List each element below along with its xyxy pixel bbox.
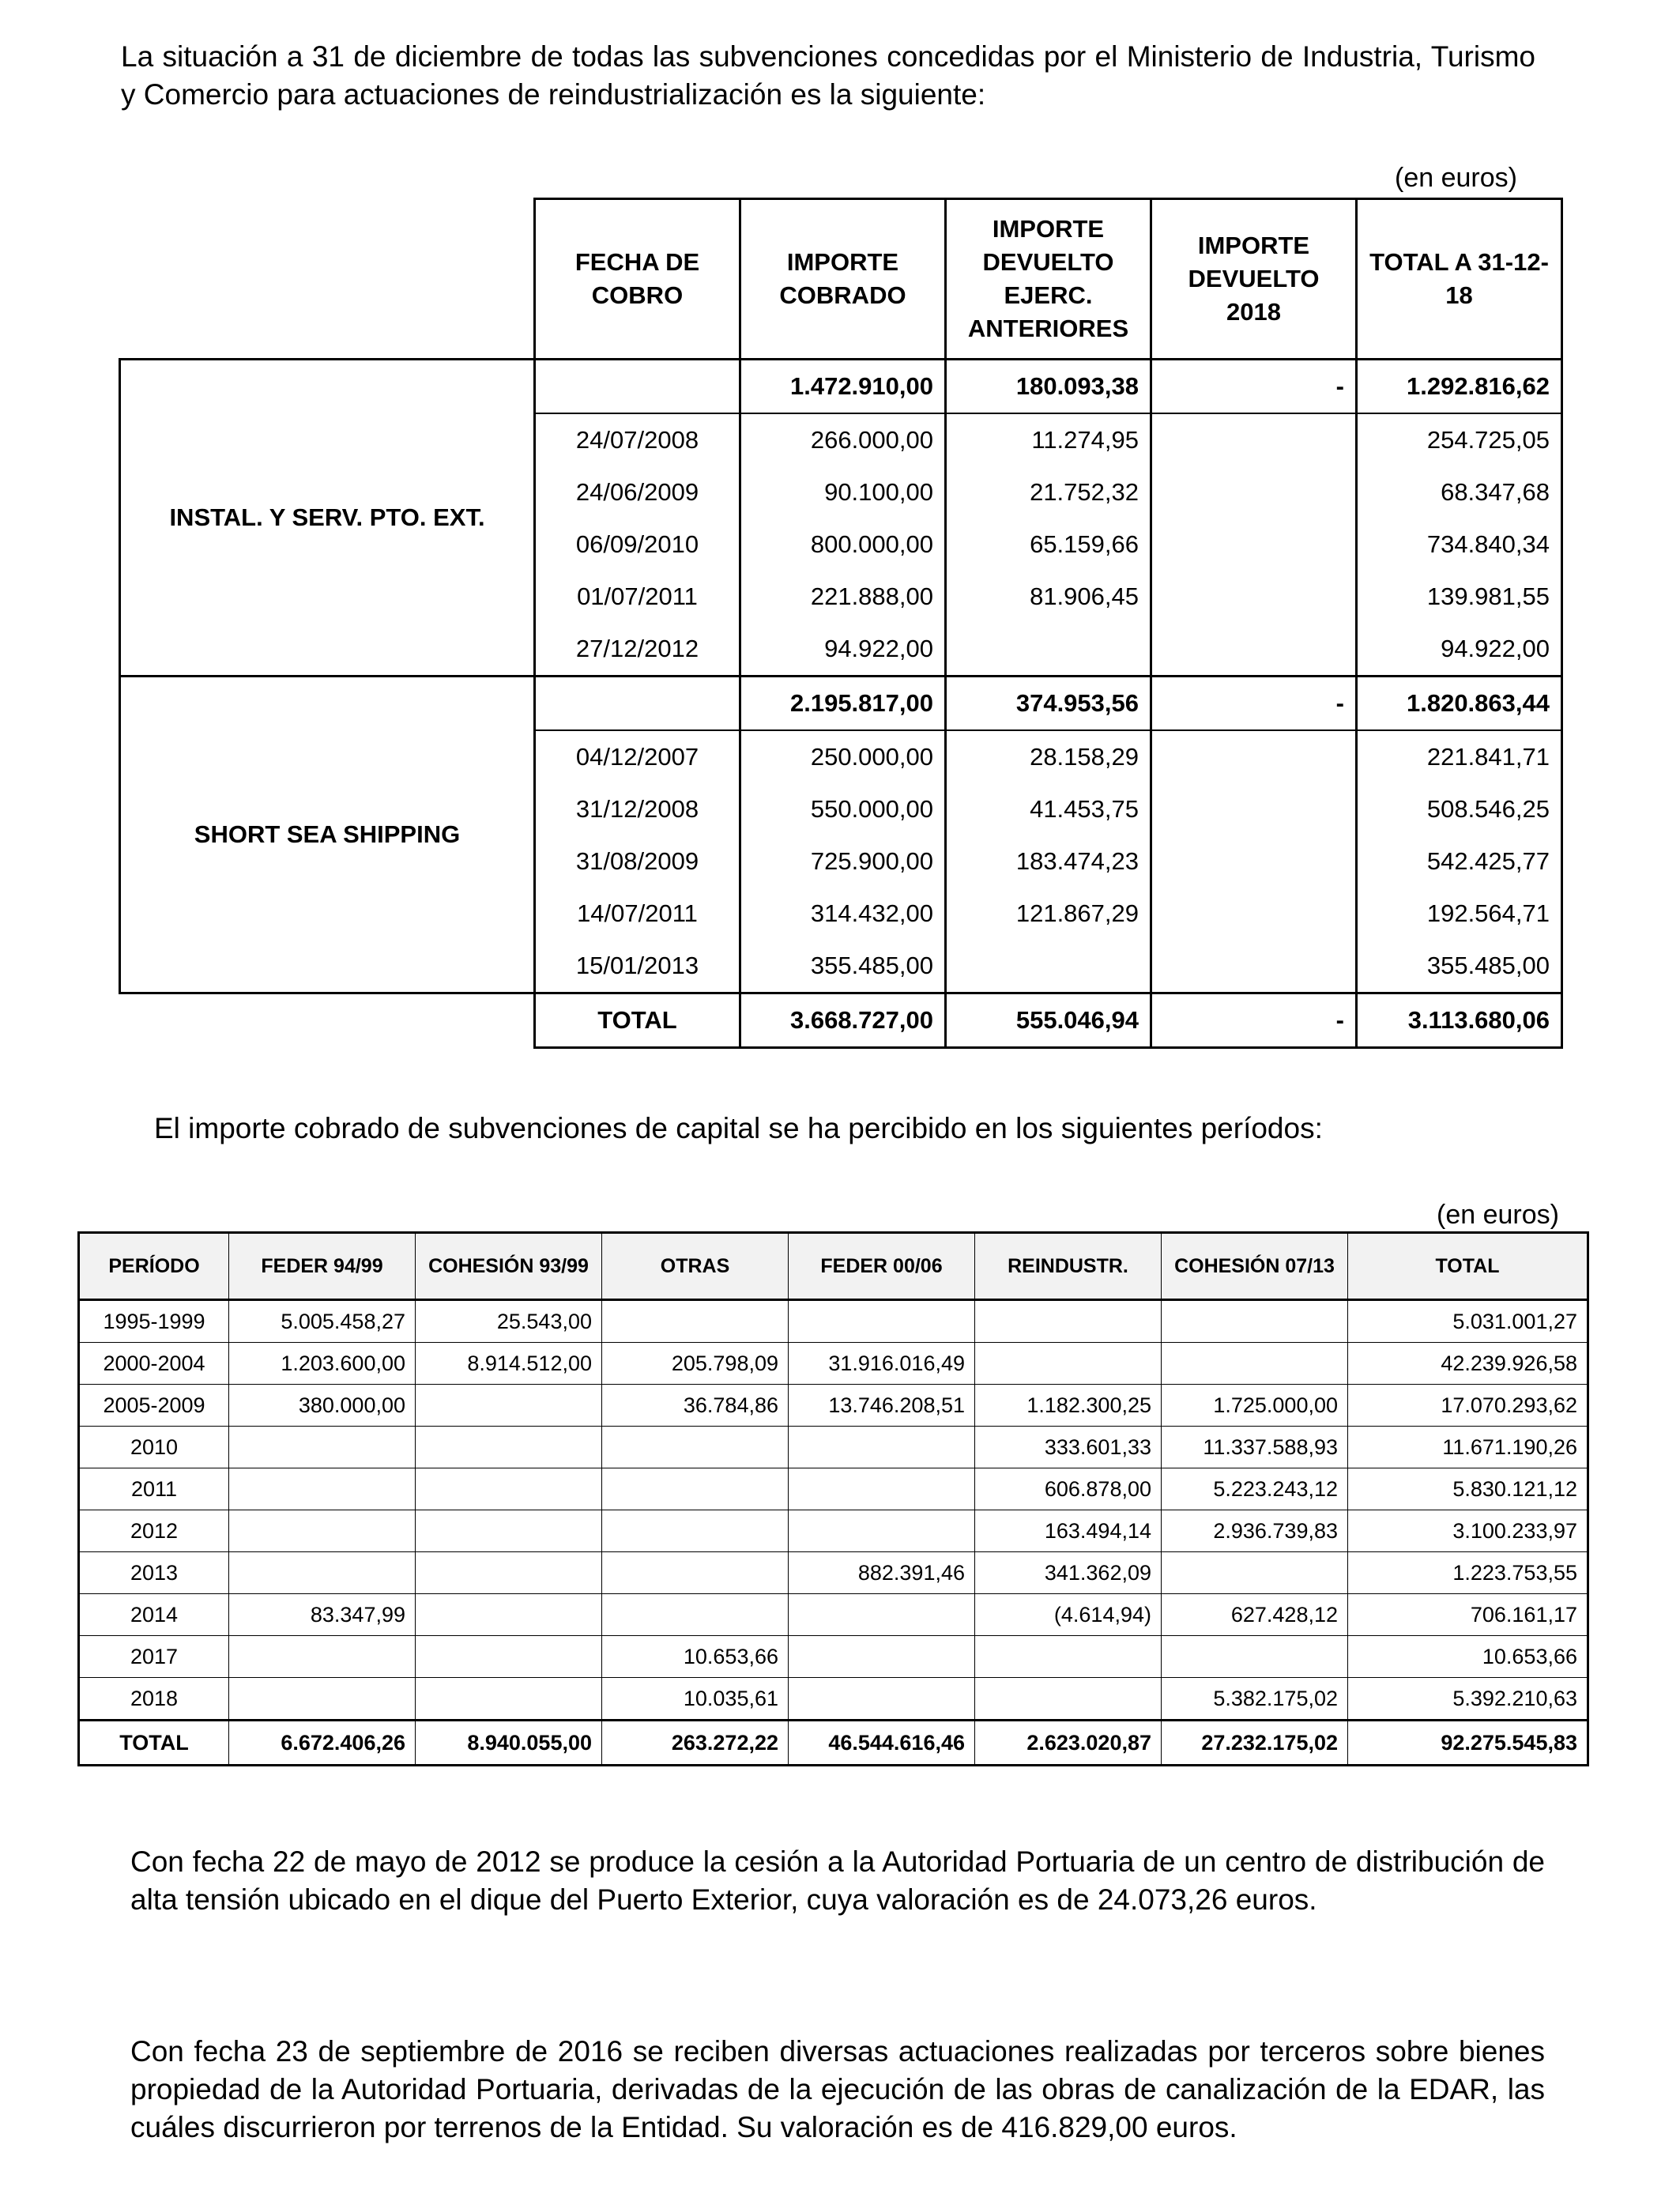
cell xyxy=(229,1510,416,1552)
cell: 606.878,00 xyxy=(975,1468,1162,1510)
cell: 1.472.910,00 xyxy=(740,360,946,414)
table1-header-row xyxy=(120,199,1562,360)
cell: (4.614,94) xyxy=(975,1594,1162,1636)
cell: - xyxy=(1151,677,1357,731)
total-row xyxy=(79,1721,1588,1766)
periods-paragraph: El importe cobrado de subvenciones de capital se ha percibido en los siguientes períodos: xyxy=(154,1112,1323,1144)
cell: 882.391,46 xyxy=(789,1552,975,1594)
cell xyxy=(975,1636,1162,1678)
cell xyxy=(1151,940,1357,993)
period-cell: TOTAL xyxy=(79,1721,229,1766)
table1-body xyxy=(120,360,1562,1048)
cell: 314.432,00 xyxy=(740,888,946,940)
cell: 27/12/2012 xyxy=(535,623,740,677)
period-cell: 2018 xyxy=(79,1678,229,1721)
cell: 221.841,71 xyxy=(1357,730,1562,783)
header-cell: COHESIÓN 93/99 xyxy=(416,1233,602,1300)
period-cell: 2012 xyxy=(79,1510,229,1552)
intro-paragraph: La situación a 31 de diciembre de todas las subvenciones concedidas por el Ministerio de Industria, Turismo y Comercio para actuaciones de reindustrialización es la siguiente: xyxy=(121,40,1535,111)
table-row xyxy=(79,1300,1588,1343)
cell: 31/08/2009 xyxy=(535,835,740,888)
header-importe-cobrado: IMPORTE COBRADO xyxy=(740,199,946,360)
cell xyxy=(946,623,1151,677)
cell: 706.161,17 xyxy=(1348,1594,1588,1636)
cell xyxy=(416,1552,602,1594)
edar-paragraph: Con fecha 23 de septiembre de 2016 se reciben diversas actuaciones realizadas por terceros sobre bienes propiedad de la Autoridad Portuaria, derivadas de la ejecución de las obras de canalización de la EDAR, las cuáles discurrieron por terrenos de la Entidad. Su valoración es de 416.829,00 euros. xyxy=(130,2035,1545,2143)
cell xyxy=(1151,730,1357,783)
cell xyxy=(1151,413,1357,466)
cell xyxy=(535,360,740,414)
cell xyxy=(789,1300,975,1343)
cell: 11.337.588,93 xyxy=(1162,1427,1348,1468)
cell xyxy=(229,1552,416,1594)
table-row xyxy=(79,1343,1588,1385)
cell: 8.940.055,00 xyxy=(416,1721,602,1766)
cell: 41.453,75 xyxy=(946,783,1151,835)
header-cell: TOTAL xyxy=(1348,1233,1588,1300)
cell xyxy=(416,1594,602,1636)
cell: 1.725.000,00 xyxy=(1162,1385,1348,1427)
total-cell: - xyxy=(1151,993,1357,1048)
cell xyxy=(602,1552,789,1594)
period-cell: 2013 xyxy=(79,1552,229,1594)
cell xyxy=(975,1300,1162,1343)
period-cell: 2017 xyxy=(79,1636,229,1678)
cell: 121.867,29 xyxy=(946,888,1151,940)
table1-corner xyxy=(120,199,535,360)
header-total: TOTAL A 31-12-18 xyxy=(1357,199,1562,360)
header-fecha-cobro: FECHA DE COBRO xyxy=(535,199,740,360)
cell: 5.830.121,12 xyxy=(1348,1468,1588,1510)
cell: 163.494,14 xyxy=(975,1510,1162,1552)
total-cell: 3.668.727,00 xyxy=(740,993,946,1048)
cell: 11.671.190,26 xyxy=(1348,1427,1588,1468)
cell: 01/07/2011 xyxy=(535,571,740,623)
cell: 17.070.293,62 xyxy=(1348,1385,1588,1427)
cell xyxy=(1151,571,1357,623)
cell: 10.653,66 xyxy=(1348,1636,1588,1678)
period-cell: 2005-2009 xyxy=(79,1385,229,1427)
cell: 42.239.926,58 xyxy=(1348,1343,1588,1385)
cell: 1.820.863,44 xyxy=(1357,677,1562,731)
table-row xyxy=(79,1427,1588,1468)
cell: 380.000,00 xyxy=(229,1385,416,1427)
cell: 15/01/2013 xyxy=(535,940,740,993)
cell: 355.485,00 xyxy=(740,940,946,993)
group-subtotal-row xyxy=(120,677,1562,731)
cell: 508.546,25 xyxy=(1357,783,1562,835)
cell: 725.900,00 xyxy=(740,835,946,888)
cell xyxy=(416,1510,602,1552)
table-row xyxy=(79,1552,1588,1594)
cell: 2.195.817,00 xyxy=(740,677,946,731)
cell: 221.888,00 xyxy=(740,571,946,623)
cell xyxy=(602,1468,789,1510)
cell: 04/12/2007 xyxy=(535,730,740,783)
cell: 341.362,09 xyxy=(975,1552,1162,1594)
cell: 6.672.406,26 xyxy=(229,1721,416,1766)
table-row xyxy=(79,1468,1588,1510)
cell xyxy=(975,1678,1162,1721)
table-row xyxy=(79,1510,1588,1552)
cell: 2.623.020,87 xyxy=(975,1721,1162,1766)
cell xyxy=(946,940,1151,993)
cell: 36.784,86 xyxy=(602,1385,789,1427)
cell xyxy=(229,1678,416,1721)
total-cell: 3.113.680,06 xyxy=(1357,993,1562,1048)
cell: 192.564,71 xyxy=(1357,888,1562,940)
cell: 542.425,77 xyxy=(1357,835,1562,888)
cell: 250.000,00 xyxy=(740,730,946,783)
cell: 1.203.600,00 xyxy=(229,1343,416,1385)
cell: 627.428,12 xyxy=(1162,1594,1348,1636)
cell xyxy=(1151,888,1357,940)
group-label: SHORT SEA SHIPPING xyxy=(120,677,535,993)
cell xyxy=(416,1427,602,1468)
cell xyxy=(789,1510,975,1552)
cell xyxy=(229,1427,416,1468)
cell: 10.653,66 xyxy=(602,1636,789,1678)
cell: 68.347,68 xyxy=(1357,466,1562,518)
cell: 3.100.233,97 xyxy=(1348,1510,1588,1552)
cell: 800.000,00 xyxy=(740,518,946,571)
header-cell: PERÍODO xyxy=(79,1233,229,1300)
table2-body xyxy=(79,1300,1588,1766)
table2-unit-note: (en euros) xyxy=(1437,1200,1559,1230)
period-cell: 2010 xyxy=(79,1427,229,1468)
table1-unit-note: (en euros) xyxy=(1395,163,1517,193)
group-label: INSTAL. Y SERV. PTO. EXT. xyxy=(120,360,535,677)
cession-paragraph: Con fecha 22 de mayo de 2012 se produce la cesión a la Autoridad Portuaria de un centro de distribución de alta tensión ubicado en el dique del Puerto Exterior, cuya valoración es de 24.073,26 euros. xyxy=(130,1845,1545,1916)
cell: 83.347,99 xyxy=(229,1594,416,1636)
cell: 2.936.739,83 xyxy=(1162,1510,1348,1552)
cell: 333.601,33 xyxy=(975,1427,1162,1468)
cell: 1.292.816,62 xyxy=(1357,360,1562,414)
table2-header-row xyxy=(79,1233,1588,1300)
period-cell: 1995-1999 xyxy=(79,1300,229,1343)
cell: 21.752,32 xyxy=(946,466,1151,518)
cell: 31.916.016,49 xyxy=(789,1343,975,1385)
table-row xyxy=(79,1594,1588,1636)
cell xyxy=(535,677,740,731)
cell xyxy=(602,1300,789,1343)
cell: 94.922,00 xyxy=(1357,623,1562,677)
cell xyxy=(1151,623,1357,677)
cell xyxy=(602,1510,789,1552)
cell: 46.544.616,46 xyxy=(789,1721,975,1766)
cell: 1.223.753,55 xyxy=(1348,1552,1588,1594)
cell: 183.474,23 xyxy=(946,835,1151,888)
cell: 5.031.001,27 xyxy=(1348,1300,1588,1343)
cell xyxy=(789,1594,975,1636)
cell: 254.725,05 xyxy=(1357,413,1562,466)
capital-subsidies-table xyxy=(77,1231,1589,1766)
cell: 24/06/2009 xyxy=(535,466,740,518)
cell: 14/07/2011 xyxy=(535,888,740,940)
cell xyxy=(1151,783,1357,835)
cell: 28.158,29 xyxy=(946,730,1151,783)
cell: 10.035,61 xyxy=(602,1678,789,1721)
cell xyxy=(416,1636,602,1678)
cell: 94.922,00 xyxy=(740,623,946,677)
cell xyxy=(416,1678,602,1721)
cell xyxy=(229,1468,416,1510)
header-cell: FEDER 94/99 xyxy=(229,1233,416,1300)
cell xyxy=(1162,1552,1348,1594)
cell: 355.485,00 xyxy=(1357,940,1562,993)
table-row xyxy=(79,1678,1588,1721)
period-cell: 2000-2004 xyxy=(79,1343,229,1385)
header-importe-devuelto-2018: IMPORTE DEVUELTO 2018 xyxy=(1151,199,1357,360)
cell xyxy=(1162,1300,1348,1343)
cell: 11.274,95 xyxy=(946,413,1151,466)
table-row xyxy=(79,1636,1588,1678)
cell xyxy=(1151,518,1357,571)
cell: 5.392.210,63 xyxy=(1348,1678,1588,1721)
cell: 90.100,00 xyxy=(740,466,946,518)
cell: 13.746.208,51 xyxy=(789,1385,975,1427)
cell: 65.159,66 xyxy=(946,518,1151,571)
cell: 06/09/2010 xyxy=(535,518,740,571)
cell xyxy=(416,1468,602,1510)
cell: 92.275.545,83 xyxy=(1348,1721,1588,1766)
cell: 81.906,45 xyxy=(946,571,1151,623)
cell: - xyxy=(1151,360,1357,414)
cell: 266.000,00 xyxy=(740,413,946,466)
total-cell: 555.046,94 xyxy=(946,993,1151,1048)
cell: 139.981,55 xyxy=(1357,571,1562,623)
total-label: TOTAL xyxy=(535,993,740,1048)
period-cell: 2011 xyxy=(79,1468,229,1510)
cell xyxy=(1151,835,1357,888)
cell: 8.914.512,00 xyxy=(416,1343,602,1385)
total-row-blank xyxy=(120,993,535,1048)
cell xyxy=(602,1427,789,1468)
header-cell: REINDUSTR. xyxy=(975,1233,1162,1300)
cell: 25.543,00 xyxy=(416,1300,602,1343)
cell: 550.000,00 xyxy=(740,783,946,835)
cell: 263.272,22 xyxy=(602,1721,789,1766)
cell: 27.232.175,02 xyxy=(1162,1721,1348,1766)
cell xyxy=(789,1468,975,1510)
cell: 374.953,56 xyxy=(946,677,1151,731)
header-cell: FEDER 00/06 xyxy=(789,1233,975,1300)
cell xyxy=(229,1636,416,1678)
cell: 31/12/2008 xyxy=(535,783,740,835)
cell: 734.840,34 xyxy=(1357,518,1562,571)
cell xyxy=(789,1427,975,1468)
cell xyxy=(1151,466,1357,518)
reindustrialization-table xyxy=(119,198,1563,1049)
cell xyxy=(975,1343,1162,1385)
header-cell: OTRAS xyxy=(602,1233,789,1300)
cell: 1.182.300,25 xyxy=(975,1385,1162,1427)
cell: 24/07/2008 xyxy=(535,413,740,466)
cell: 5.223.243,12 xyxy=(1162,1468,1348,1510)
cell xyxy=(1162,1343,1348,1385)
cell xyxy=(789,1636,975,1678)
cell: 5.382.175,02 xyxy=(1162,1678,1348,1721)
cell xyxy=(416,1385,602,1427)
total-row xyxy=(120,993,1562,1048)
header-cell: COHESIÓN 07/13 xyxy=(1162,1233,1348,1300)
cell xyxy=(789,1678,975,1721)
cell xyxy=(602,1594,789,1636)
cell: 205.798,09 xyxy=(602,1343,789,1385)
cell: 180.093,38 xyxy=(946,360,1151,414)
group-subtotal-row xyxy=(120,360,1562,414)
table-row xyxy=(79,1385,1588,1427)
cell xyxy=(1162,1636,1348,1678)
cell: 5.005.458,27 xyxy=(229,1300,416,1343)
period-cell: 2014 xyxy=(79,1594,229,1636)
header-importe-devuelto-anteriores: IMPORTE DEVUELTO EJERC. ANTERIORES xyxy=(946,199,1151,360)
